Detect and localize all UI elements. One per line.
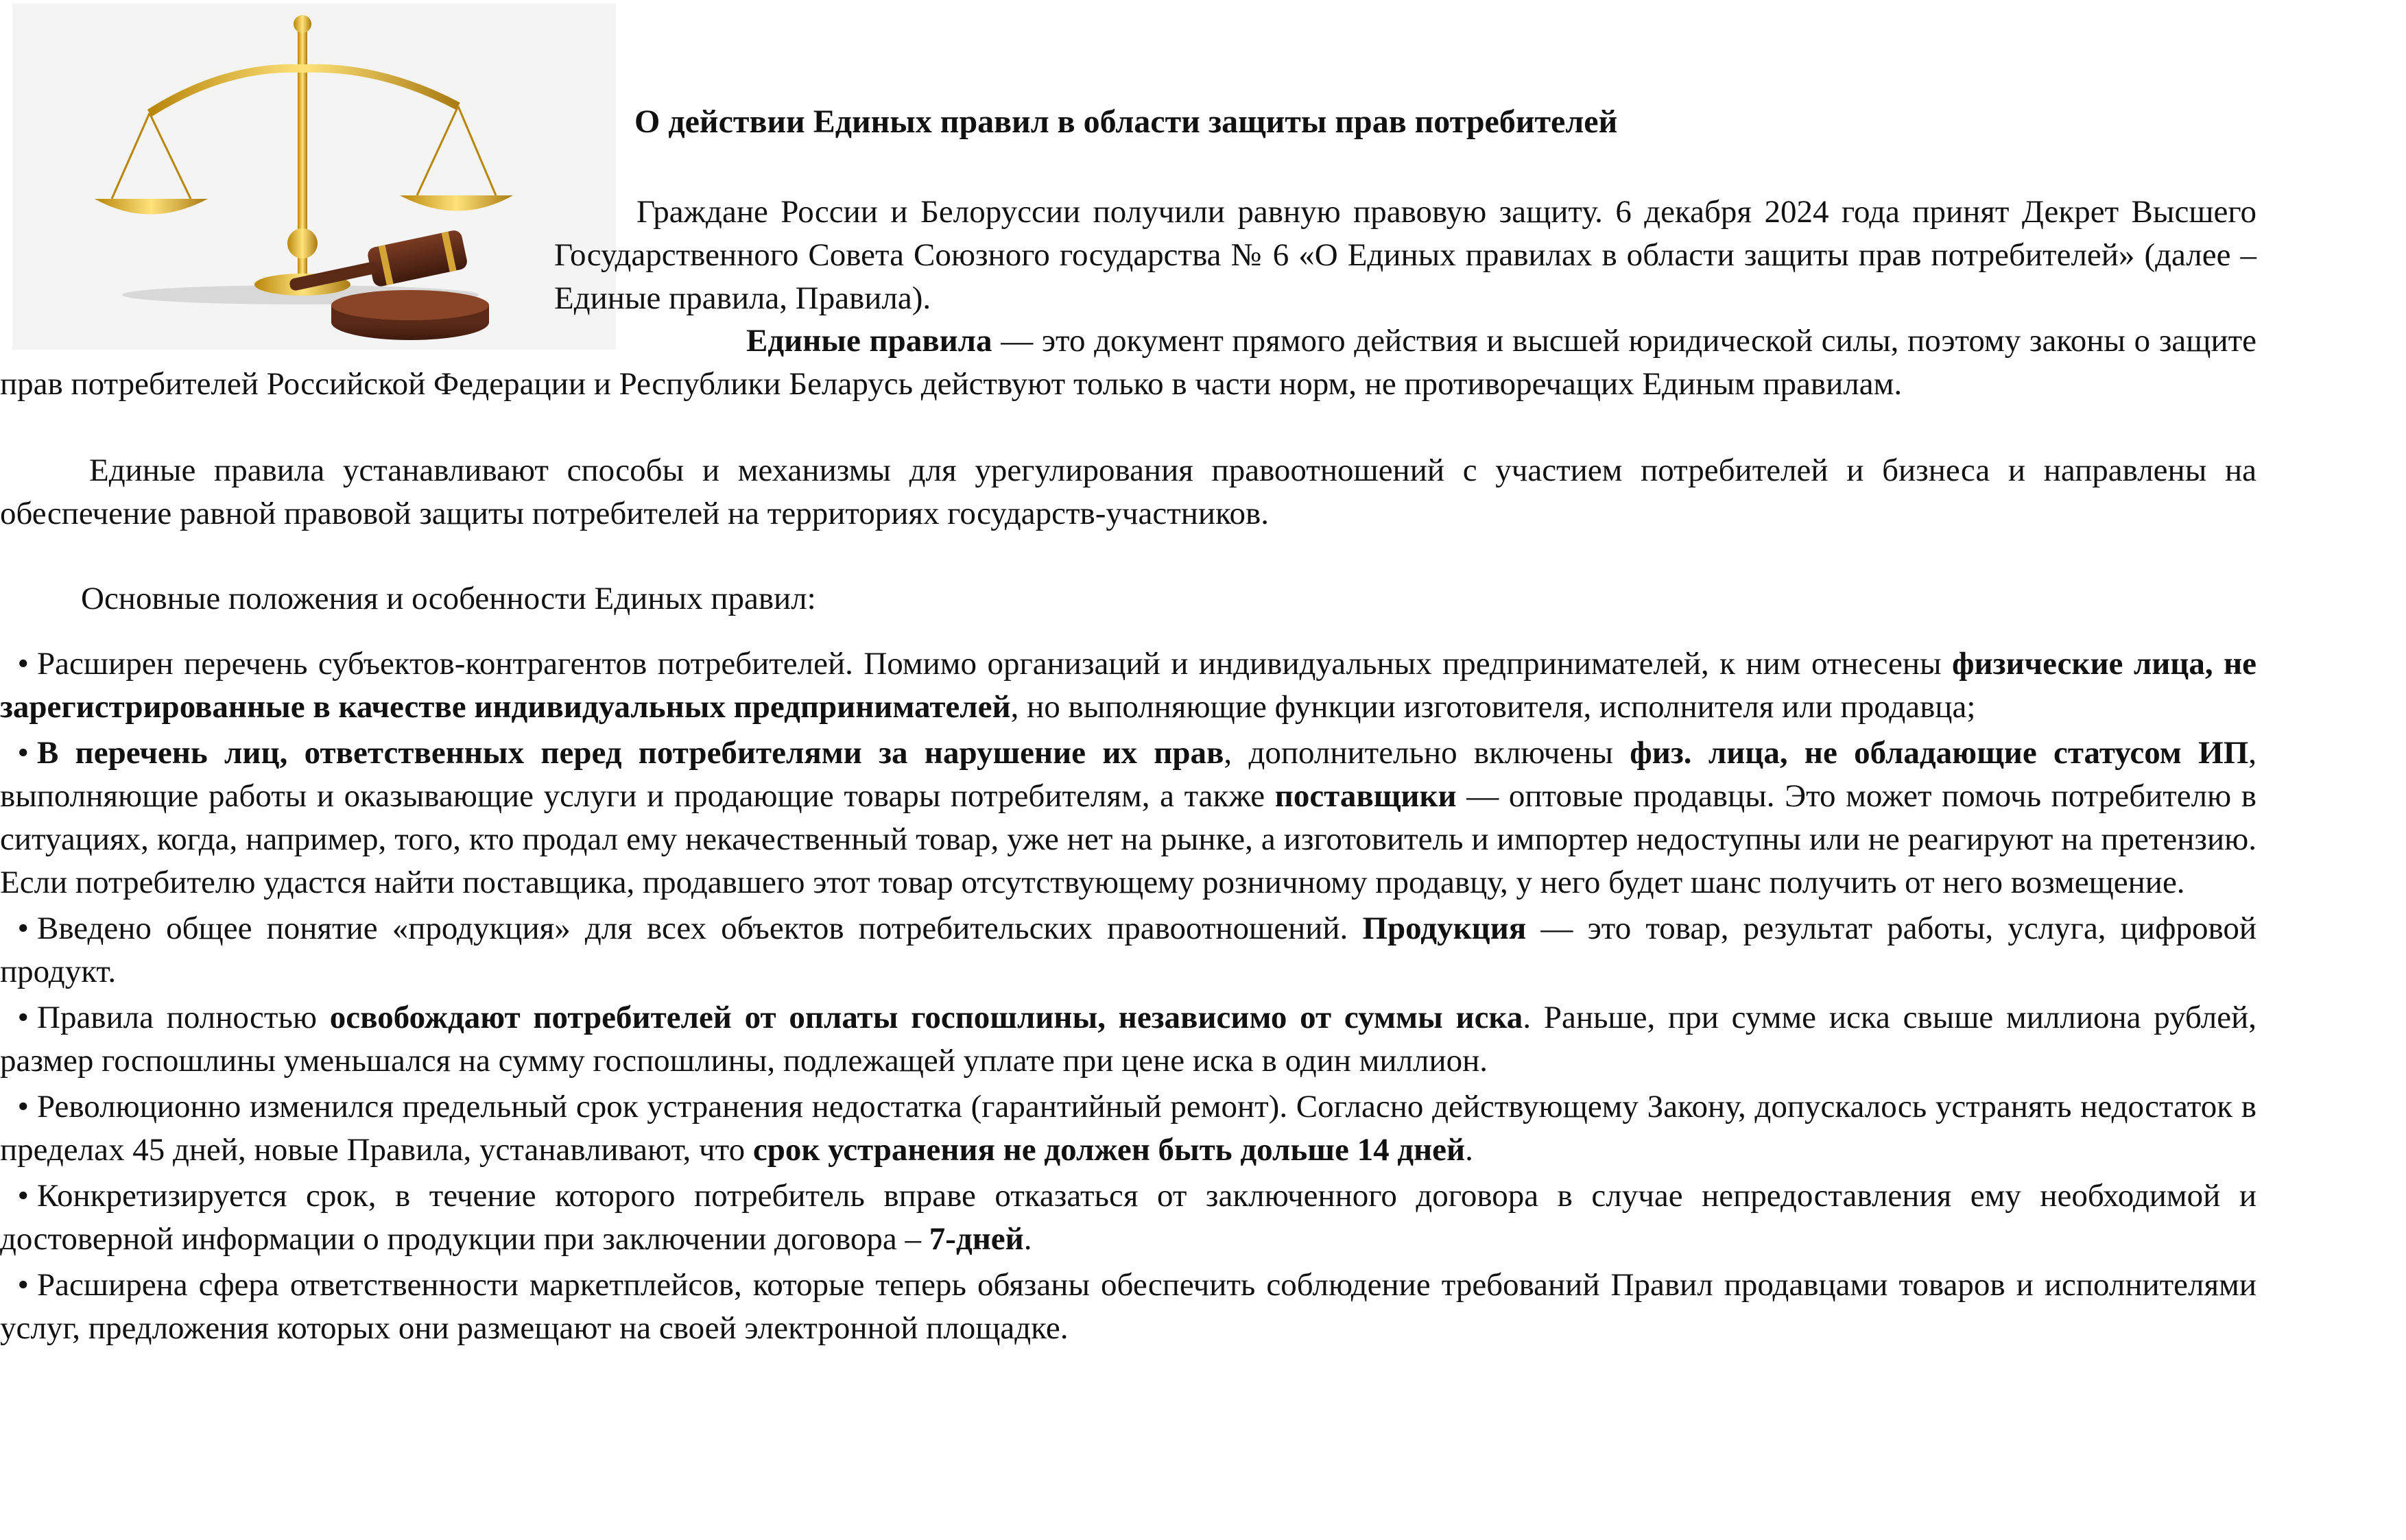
intro-paragraph: Граждане России и Белоруссии получили равную правовую защиту. 6 декабря 2024 года принят Декрет Высшего Государственного Совета Союзного государства № 6 «О Единых правилах в области защиты прав потребителей» (далее – Единые правила, Правила). — [554, 194, 2256, 316]
bullet-marker: • — [17, 1000, 29, 1035]
list-item: • Введено общее понятие «продукция» для всех объектов потребительских правоотношений. Продукция — это товар, результат работы, услуга, цифровой продукт. — [0, 907, 2256, 994]
page-title: О действии Единых правил в области защиты прав потребителей — [634, 104, 1618, 140]
unified-rules-paragraph — [0, 320, 2256, 406]
list-item: • Правила полностью освобождают потребителей от оплаты госпошлины, независимо от суммы иска. Раньше, при сумме иска свыше миллиона рублей, размер госпошлины уменьшался на сумму госпошлины, подлежащей уплате при цене иска в один миллион. — [0, 996, 2256, 1083]
list-item: • Расширена сфера ответственности маркетплейсов, которые теперь обязаны обеспечить соблюдение требований Правил продавцами товаров и исполнителями услуг, предложения которых они размещают на своей электронной площадке. — [0, 1264, 2256, 1350]
unified-rules-term: Единые правила — [746, 323, 992, 359]
bullet-marker: • — [17, 735, 29, 771]
list-item: • В перечень лиц, ответственных перед потребителями за нарушение их прав, дополнительно включены физ. лица, не обладающие статусом ИП, выполняющие работы и оказывающие услуги и продающие товары потребителям, а также поставщики — оптовые продавцы. Это может помочь потребителю в ситуациях, когда, например, того, кто продал ему некачественный товар, уже нет на рынке, а изготовитель и импортер недоступны или не реагируют на претензию. Если потребителю удастся найти поставщика, продавшего этот товар отсутствующему розничному продавцу, у него будет шанс получить от него возмещение. — [0, 732, 2256, 904]
list-item: • Революционно изменился предельный срок устранения недостатка (гарантийный ремонт). Согласно действующему Закону, допускалось устранять недостаток в пределах 45 дней, новые Правила, устанавливают, что срок устранения не должен быть дольше 14 дней. — [0, 1085, 2256, 1172]
bullet-marker: • — [17, 1089, 29, 1124]
scales-of-justice-image — [12, 3, 616, 350]
provisions-list — [0, 642, 2256, 1353]
bullet-marker: • — [17, 646, 29, 682]
methods-paragraph: Единые правила устанавливают способы и механизмы для урегулирования правоотношений с участием потребителей и бизнеса и направлены на обеспечение равной правовой защиты потребителей на территориях государств-участников. — [0, 453, 2256, 531]
unified-rules-text: — это документ прямого действия и высшей юридической силы, поэтому законы о защите прав потребителей Российской Федерации и Республики Беларусь действуют только в части норм, не противоречащих Единым правилам. — [0, 323, 2256, 402]
bullet-marker: • — [17, 1267, 29, 1303]
bullet-marker: • — [17, 911, 29, 946]
bullet-marker: • — [17, 1178, 29, 1214]
list-item: • Конкретизируется срок, в течение которого потребитель вправе отказаться от заключенного договора в случае непредоставления ему необходимой и достоверной информации о продукции при заключении договора – 7-дней. — [0, 1175, 2256, 1261]
main-provisions-heading: Основные положения и особенности Единых правил: — [81, 581, 816, 616]
list-item: • Расширен перечень субъектов-контрагентов потребителей. Помимо организаций и индивидуальных предпринимателей, к ним отнесены физические лица, не зарегистрированные в качестве индивидуальных предпринимателей, но выполняющие функции изготовителя, исполнителя или продавца; — [0, 642, 2256, 729]
